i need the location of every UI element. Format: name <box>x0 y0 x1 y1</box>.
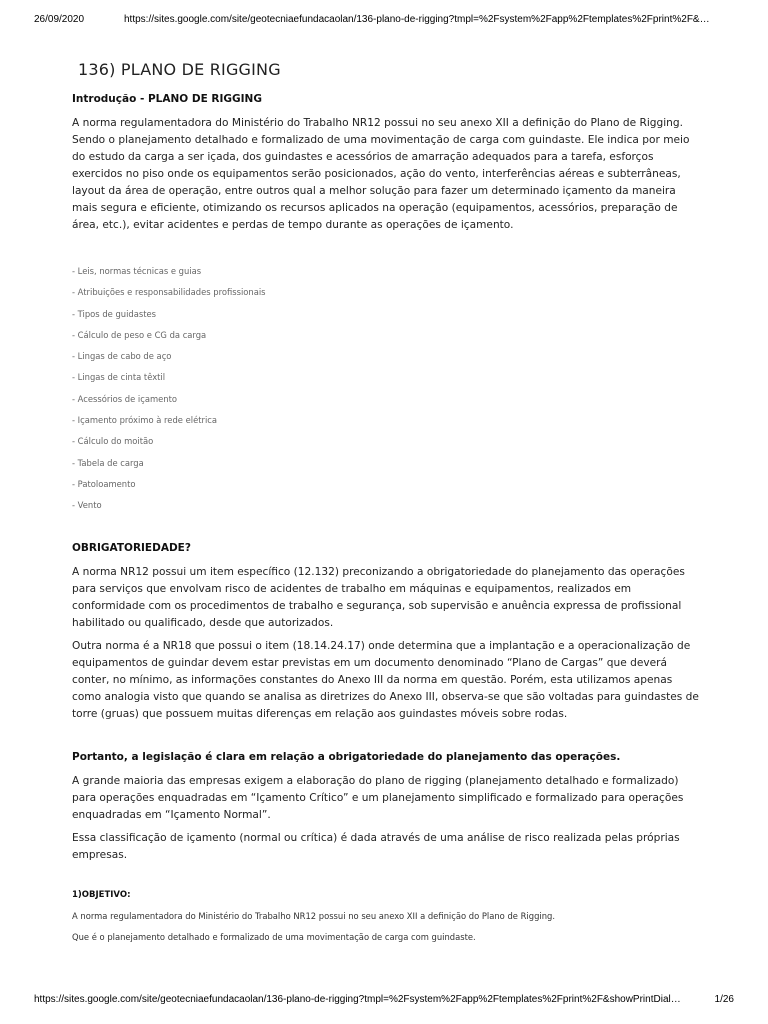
page-content <box>72 60 702 952</box>
list-item: - Tipos de guidastes <box>72 308 157 319</box>
objetivo-heading: 1)OBJETIVO: <box>72 889 131 900</box>
obrigatoriedade-paragraph-1: A norma NR12 possui um item específico (12.132) preconizando a obrigatoriedade do planejamento das operações para serviços que envolvam risco de acidentes de trabalho em máquinas e equipamentos, realizados em conformidade com os procedimentos de trabalho e segurança, sob supervisão e anuência expressa de profissional habilitado ou qualificado, desde que autorizados. <box>72 565 685 629</box>
list-item: - Lingas de cinta têxtil <box>72 372 166 383</box>
list-item: - Leis, normas técnicas e guias <box>72 266 202 276</box>
intro-paragraph: A norma regulamentadora do Ministério do Trabalho NR12 possui no seu anexo XII a definição do Plano de Rigging. Sendo o planejamento detalhado e formalizado de uma movimentação de carga com guindaste. Ele indica por meio do estudo da carga a ser içada, dos guindastes e acessórios de amarração adequados para a tarefa, esforços exercidos no piso onde os equipamentos serão posicionados, ação do vento, interferências aéreas e subterrâneas, layout da área de operação, entre outros qual a melhor solução para fazer um determinado içamento da maneira mais segura e eficiente, otimizando os recursos aplicados na operação (equipamentos, acessórios, preparação de área, etc.), evitar acidentes e perdas de tempo durante as operações de içamento. <box>72 117 690 231</box>
print-footer-url: https://sites.google.com/site/geotecniaefundacaolan/136-plano-de-rigging?tmpl=%2Fsystem%2Fapp%2Ftemplates%2Fprint%2F&showPrintDial… <box>34 994 681 1005</box>
list-item: - Atribuições e responsabilidades profissionais <box>72 287 266 298</box>
list-item: - Tabela de carga <box>72 457 144 468</box>
list-item: - Vento <box>72 500 102 511</box>
obrigatoriedade-paragraph-2: Outra norma é a NR18 que possui o item (18.14.24.17) onde determina que a implantação e a operacionalização de equipamentos de guindar devem estar previstas em um documento denominado “Plano de Cargas” que deverá conter, no mínimo, as informações constantes do Anexo III da norma em questão. Porém, esta utilizamos apenas como analogia visto que quando se analisa as diretrizes do Anexo III, observa-se que são voltadas para guindastes de torre (gruas) que possuem muitas diferenças em relação aos guindastes móveis sobre rodas. <box>72 639 699 720</box>
objetivo-paragraph-1: A norma regulamentadora do Ministério do Trabalho NR12 possui no seu anexo XII a definição do Plano de Rigging. <box>72 910 555 921</box>
legislacao-paragraph-1: A grande maioria das empresas exigem a elaboração do plano de rigging (planejamento detalhado e formalizado) para operações enquadradas em “Içamento Crítico” e um planejamento simplificado e formalizado para operações enquadradas em “Içamento Normal”. <box>72 774 684 821</box>
topics-list <box>72 264 702 520</box>
objetivo-paragraph-2: Que é o planejamento detalhado e formalizado de uma movimentação de carga com guindaste. <box>72 931 476 942</box>
list-item: - Cálculo de peso e CG da carga <box>72 329 207 340</box>
legislacao-heading: Portanto, a legislação é clara em relação a obrigatoriedade do planejamento das operações. <box>72 750 621 763</box>
list-item: - Cálculo do moitão <box>72 436 154 447</box>
list-item: - Patoloamento <box>72 478 136 489</box>
list-item: - Lingas de cabo de aço <box>72 351 172 362</box>
intro-heading: Introdução - PLANO DE RIGGING <box>72 93 262 105</box>
obrigatoriedade-heading: OBRIGATORIEDADE? <box>72 541 191 554</box>
print-date: 26/09/2020 <box>34 14 85 25</box>
list-item: - Acessórios de içamento <box>72 393 178 404</box>
print-header-url: https://sites.google.com/site/geotecniaefundacaolan/136-plano-de-rigging?tmpl=%2Fsystem%2Fapp%2Ftemplates%2Fprint%2F&… <box>124 14 710 25</box>
page-title: 136) PLANO DE RIGGING <box>78 60 281 79</box>
list-item: - Içamento próximo à rede elétrica <box>72 415 218 426</box>
legislacao-paragraph-2: Essa classificação de içamento (normal ou crítica) é dada através de uma análise de risco realizada pelas próprias empresas. <box>72 831 680 861</box>
page-number: 1/26 <box>714 994 734 1005</box>
